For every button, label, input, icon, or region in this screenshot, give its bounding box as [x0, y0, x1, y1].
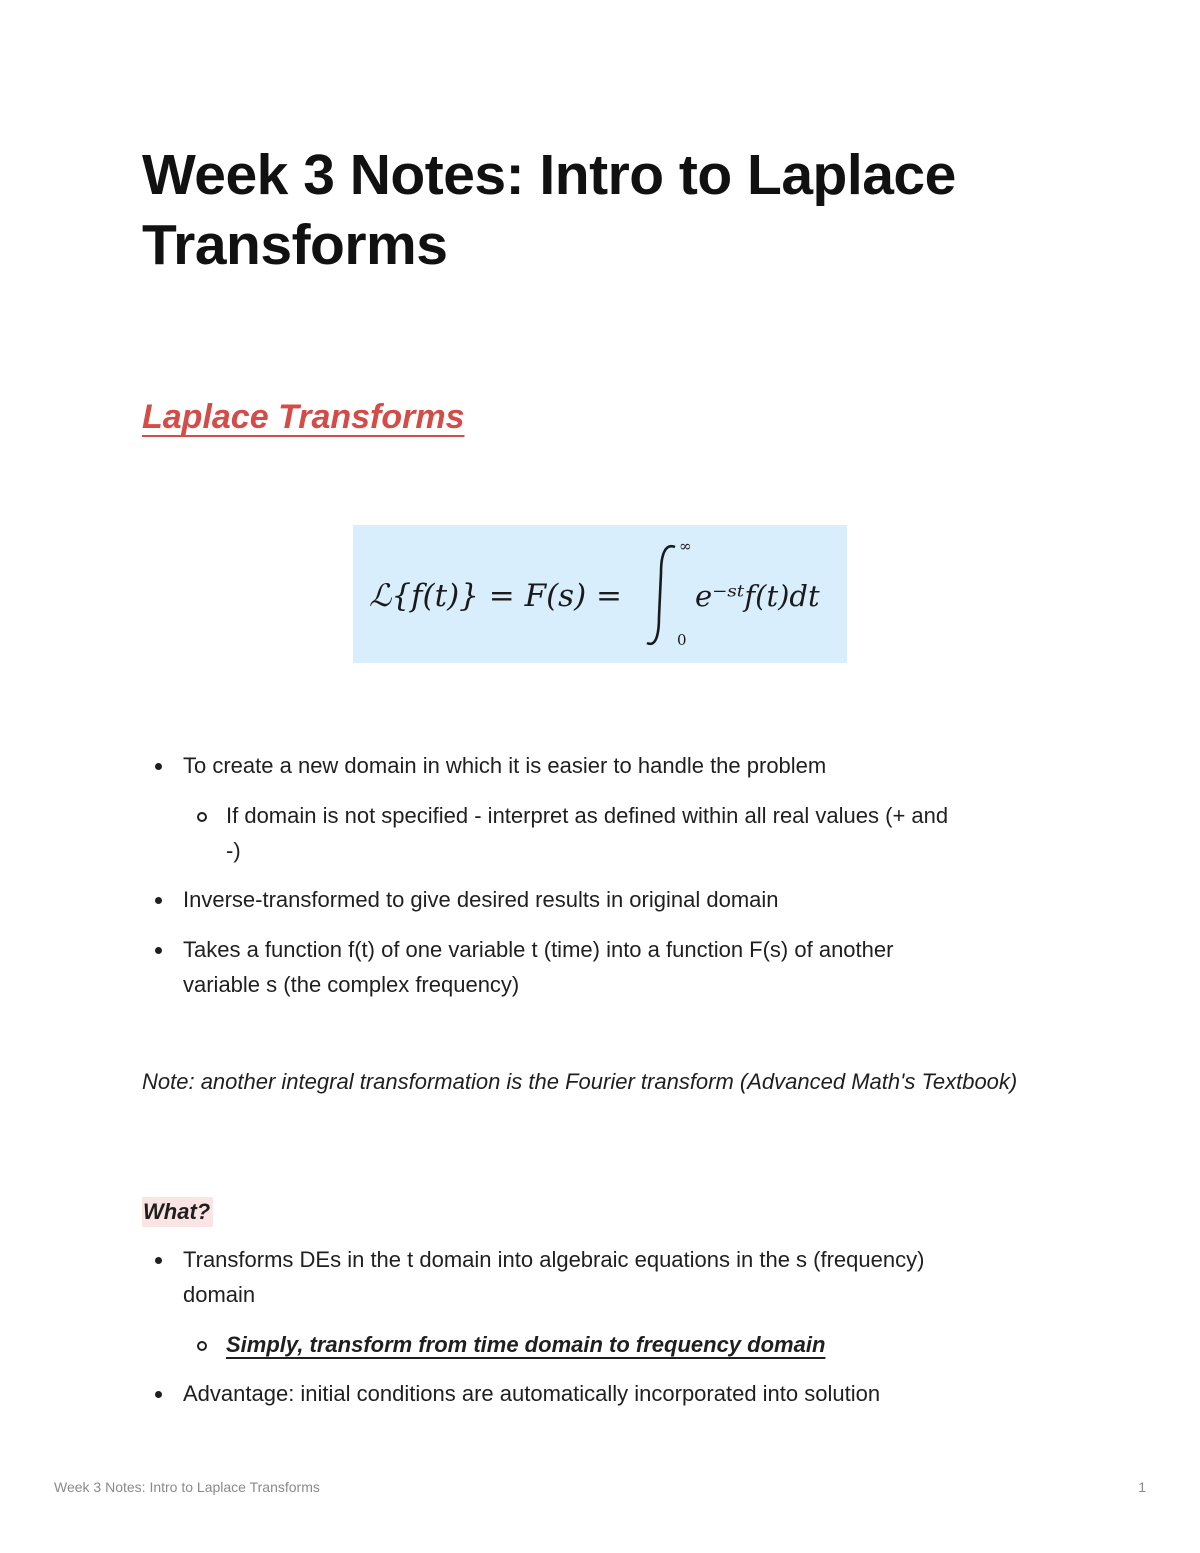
integral-sign — [647, 546, 675, 644]
laplace-formula-svg — [353, 525, 847, 663]
bullet-dot — [155, 1257, 162, 1264]
page-title: Week 3 Notes: Intro to Laplace Transforms — [142, 143, 956, 277]
page-number: 1 — [1138, 1479, 1146, 1495]
list-item: If domain is not specified - interpret as defined within all real values (+ and — [226, 803, 949, 828]
list-item: Transforms DEs in the t domain into algebraic equations in the s (frequency) — [183, 1247, 925, 1272]
list-item: Inverse-transformed to give desired results in original domain — [183, 887, 779, 912]
list-item-continued: -) — [226, 838, 241, 863]
formula-integrand: e⁻ˢᵗf(t)dt — [695, 579, 820, 613]
list-item: Advantage: initial conditions are automatically incorporated into solution — [183, 1381, 881, 1406]
list-item: Takes a function f(t) of one variable t (time) into a function F(s) of another — [183, 937, 894, 962]
footer-title: Week 3 Notes: Intro to Laplace Transforms — [54, 1479, 320, 1495]
list-item-continued: variable s (the complex frequency) — [183, 972, 520, 997]
bullet-dot — [155, 1391, 162, 1398]
bullet-dot — [155, 947, 162, 954]
list-item: To create a new domain in which it is easier to handle the problem — [183, 753, 827, 778]
formula-upper-limit: ∞ — [679, 537, 692, 555]
what-heading: What? — [142, 1197, 213, 1227]
bullet-dot — [155, 897, 162, 904]
note-paragraph: Note: another integral transformation is the Fourier transform (Advanced Math's Textbook) — [142, 1069, 1018, 1094]
laplace-formula-image — [353, 525, 847, 663]
list-item-continued: domain — [183, 1282, 256, 1307]
formula-lhs: ℒ{f(t)} = F(s) = — [369, 578, 623, 614]
section-heading: Laplace Transforms — [142, 398, 465, 436]
formula-lower-limit: 0 — [677, 631, 687, 649]
bullet-dot — [155, 763, 162, 770]
bullet-circle — [197, 1341, 207, 1351]
bullet-circle — [197, 812, 207, 822]
emphasis-text: Simply, transform from time domain to frequency domain — [226, 1332, 826, 1357]
